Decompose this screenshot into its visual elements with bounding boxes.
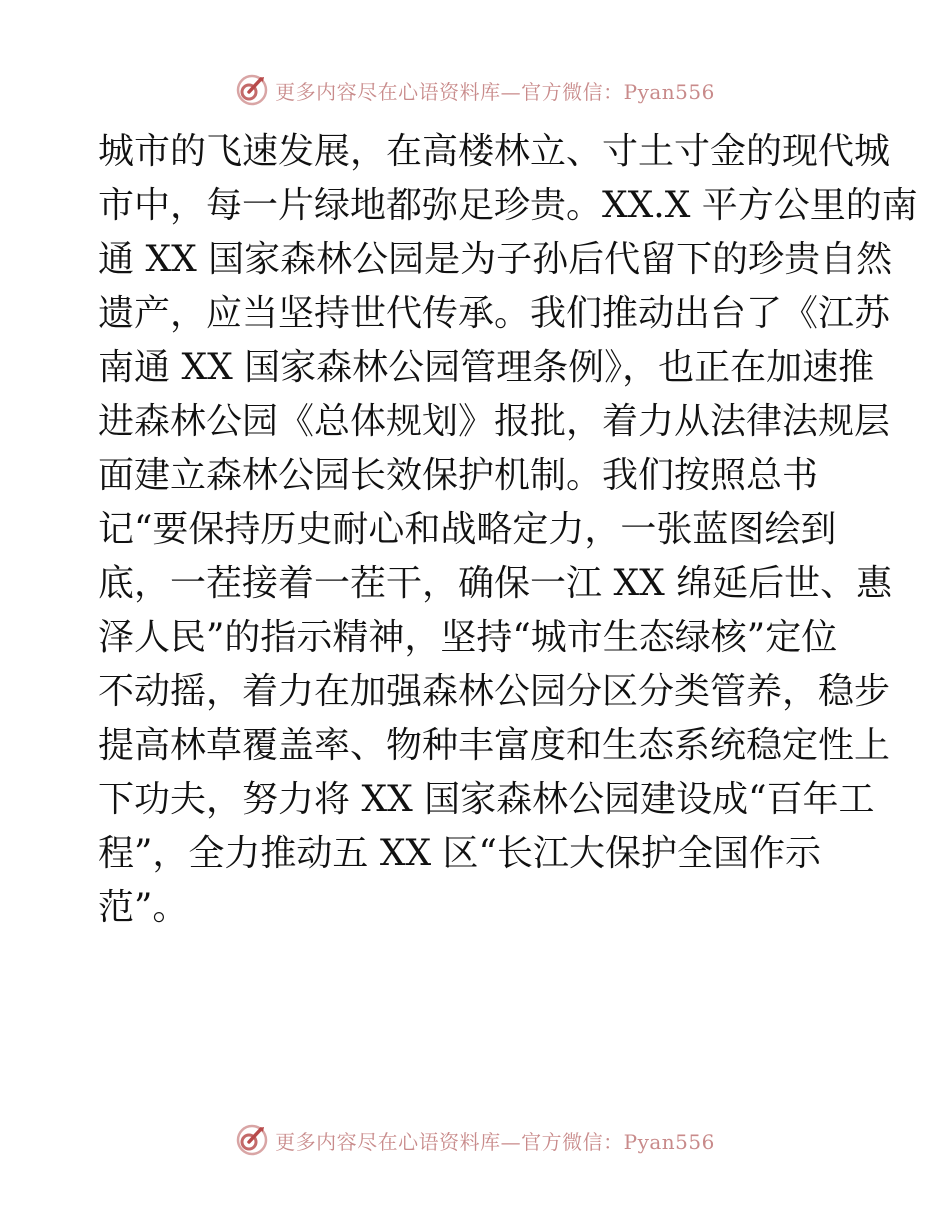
text-line: 遗产，应当坚持世代传承。我们推动出台了《江苏	[98, 293, 891, 334]
text-line: 记“要保持历史耐心和战略定力，一张蓝图绘到	[98, 509, 837, 550]
text-line: 南通 XX 国家森林公园管理条例》，也正在加速推	[98, 347, 875, 388]
text-line: 下功夫，努力将 XX 国家森林公园建设成“百年工	[98, 779, 875, 820]
text-line: 市中，每一片绿地都弥足珍贵。XX.X 平方公里的南	[98, 185, 918, 226]
text-line: 进森林公园《总体规划》报批，着力从法律法规层	[98, 401, 891, 442]
watermark-text: 更多内容尽在心语资料库—官方微信：Pyan556	[275, 1129, 715, 1154]
text-line: 范”。	[98, 887, 189, 928]
paragraph	[98, 125, 918, 935]
text-line: 城市的飞速发展，在高楼林立、寸土寸金的现代城	[98, 131, 891, 172]
text-line: 面建立森林公园长效保护机制。我们按照总书	[98, 455, 819, 496]
text-line: 通 XX 国家森林公园是为子孙后代留下的珍贵自然	[98, 239, 893, 280]
text-line: 不动摇，着力在加强森林公园分区分类管养，稳步	[98, 671, 891, 712]
brand-logo-icon	[235, 1123, 269, 1157]
text-line: 程”，全力推动五 XX 区“长江大保护全国作示	[98, 833, 821, 874]
footer-watermark	[0, 1120, 950, 1160]
brand-logo-icon	[235, 73, 269, 107]
text-line: 泽人民”的指示精神，坚持“城市生态绿核”定位	[98, 617, 838, 658]
text-line: 底，一茬接着一茬干，确保一江 XX 绵延后世、惠	[98, 563, 893, 604]
header-watermark	[0, 70, 950, 110]
text-line: 提高林草覆盖率、物种丰富度和生态系统稳定性上	[98, 725, 891, 766]
watermark-text: 更多内容尽在心语资料库—官方微信：Pyan556	[275, 79, 715, 104]
